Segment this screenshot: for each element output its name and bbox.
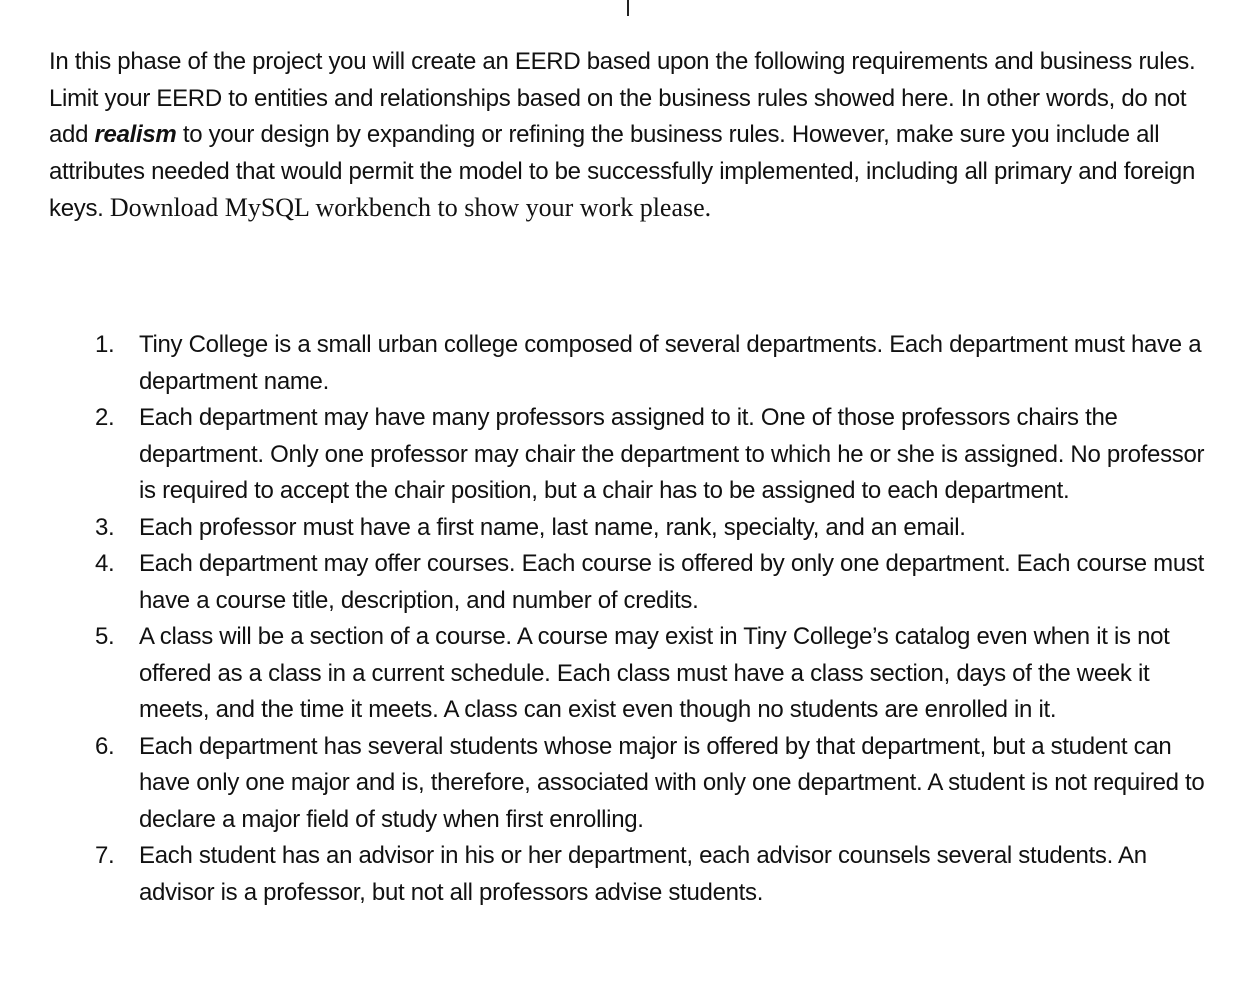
intro-workbench-instruction: Download MySQL workbench to show your work please. (109, 193, 712, 222)
rule-text: Each student has an advisor in his or her department, each advisor counsels several students. An advisor is a professor, but not all professors advise students. (139, 842, 1147, 906)
rule-text: Tiny College is a small urban college composed of several departments. Each department must have a department name. (139, 331, 1202, 395)
rule-number: 6. (95, 732, 115, 760)
intro-emphasis-realism: realism (94, 121, 177, 148)
list-item (95, 838, 1225, 911)
business-rules-list (95, 327, 1225, 911)
rule-number: 3. (95, 513, 115, 541)
intro-text-part1: In this phase of the project you will create an EERD based upon the following requirements and business rules. Limit your EERD to entities and relationships based on the business rules showed here. In other words, do not add (49, 48, 1196, 148)
list-item (95, 400, 1225, 510)
list-item (95, 619, 1225, 729)
rule-text: Each professor must have a first name, last name, rank, specialty, and an email. (139, 513, 966, 541)
rule-number: 7. (95, 842, 115, 869)
rule-number: 2. (95, 404, 115, 431)
rule-text: A class will be a section of a course. A course may exist in Tiny College’s catalog even when it is not offered as a class in a current schedule. Each class must have a class section, days of the week it meets, and the time it meets. A class can exist even though no students are enrolled in it. (139, 623, 1170, 723)
rule-number: 5. (95, 623, 115, 650)
intro-paragraph (49, 44, 1224, 228)
intro-text-part2: to your design by expanding or refining the business rules. However, make sure you include all attributes needed that would permit the model to be successfully implemented, including all primary and foreign keys. (49, 121, 1196, 222)
list-item (95, 729, 1225, 839)
rule-text: Each department may offer courses. Each course is offered by only one department. Each course must have a course title, description, and number of credits. (139, 550, 1204, 614)
list-item (95, 546, 1225, 619)
text-cursor-mark (627, 0, 629, 16)
rule-text: Each department may have many professors assigned to it. One of those professors chairs the department. Only one professor may chair the department to which he or she is assigned. No professor is required to accept the chair position, but a chair has to be assigned to each department. (139, 404, 1205, 504)
list-item (95, 327, 1225, 400)
rule-number: 1. (95, 331, 115, 358)
rule-text: Each department has several students whose major is offered by that department, but a student can have only one major and is, therefore, associated with only one department. A student is not required to declare a major field of study when first enrolling. (139, 732, 1205, 833)
rule-number: 4. (95, 550, 115, 577)
list-item (95, 510, 1225, 547)
